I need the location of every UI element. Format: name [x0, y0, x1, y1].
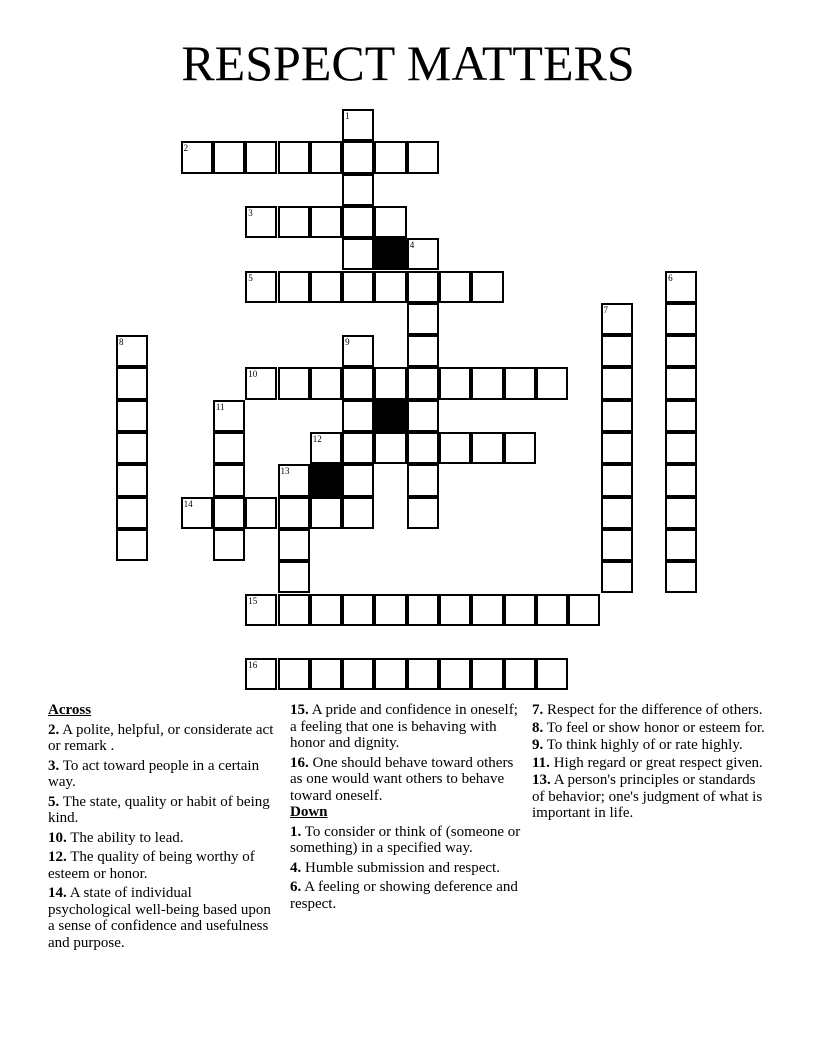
- grid-cell[interactable]: [407, 238, 439, 270]
- clue-across-10: 10. The ability to lead.: [48, 829, 184, 846]
- grid-cell[interactable]: [116, 367, 148, 399]
- grid-cell[interactable]: [407, 594, 439, 626]
- grid-cell[interactable]: [374, 594, 406, 626]
- clue-down-11: 11. High regard or great respect given.: [532, 754, 763, 771]
- grid-cell[interactable]: [310, 658, 342, 690]
- cell-number: 12: [312, 434, 322, 444]
- clue-down-7: 7. Respect for the difference of others.: [532, 702, 763, 718]
- grid-cell[interactable]: [601, 367, 633, 399]
- clue-across-3: 3. To act toward people in a certain way.: [48, 757, 260, 790]
- grid-cell[interactable]: [342, 464, 374, 496]
- grid-cell[interactable]: [665, 561, 697, 593]
- grid-cell[interactable]: [665, 464, 697, 496]
- grid-cell[interactable]: [310, 271, 342, 303]
- grid-cell[interactable]: [601, 335, 633, 367]
- cell-number: 4: [409, 240, 415, 251]
- grid-cell[interactable]: [278, 561, 310, 593]
- grid-cell[interactable]: [407, 303, 439, 335]
- grid-cell[interactable]: [407, 271, 439, 303]
- clue-down-13: 13. A person's principles or standards of behavior; one's judgment of what is important in life.: [532, 772, 763, 821]
- clue-down-1: 1. To consider or think of (someone or something) in a specified way.: [290, 823, 521, 856]
- grid-cell[interactable]: [181, 141, 213, 173]
- grid-cell[interactable]: [342, 206, 374, 238]
- grid-cell[interactable]: [342, 271, 374, 303]
- grid-cell[interactable]: [407, 432, 439, 464]
- grid-cell[interactable]: [407, 367, 439, 399]
- grid-cell[interactable]: [310, 141, 342, 173]
- cell-number: 16: [248, 660, 258, 671]
- cell-number: 15: [248, 595, 258, 606]
- grid-cell[interactable]: [278, 497, 310, 529]
- grid-cell[interactable]: [310, 206, 342, 238]
- grid-cell[interactable]: [439, 367, 471, 399]
- cell-number: 11: [215, 401, 225, 412]
- grid-cell[interactable]: [439, 594, 471, 626]
- grid-cell[interactable]: [504, 367, 536, 399]
- grid-cell[interactable]: [471, 432, 503, 464]
- cell-number: 13: [280, 466, 290, 477]
- grid-cell[interactable]: [504, 594, 536, 626]
- grid-cell[interactable]: [601, 303, 633, 335]
- grid-cell[interactable]: [665, 400, 697, 432]
- grid-cell[interactable]: [310, 594, 342, 626]
- grid-cell[interactable]: [245, 658, 277, 690]
- clue-across-15: 15. A pride and confidence in oneself; a feeling that one is behaving with honor and dignity.: [290, 702, 518, 751]
- grid-cell[interactable]: [245, 594, 277, 626]
- grid-cell[interactable]: [601, 497, 633, 529]
- grid-cell[interactable]: [439, 432, 471, 464]
- cell-number: 9: [345, 337, 350, 348]
- grid-cell[interactable]: [407, 400, 439, 432]
- grid-cell[interactable]: [278, 271, 310, 303]
- cell-number: 6: [668, 272, 673, 283]
- grid-cell[interactable]: [471, 658, 503, 690]
- grid-cell[interactable]: [471, 271, 503, 303]
- grid-cell[interactable]: [278, 367, 310, 399]
- black-cell: [374, 238, 406, 270]
- grid-cell[interactable]: [342, 141, 374, 173]
- grid-cell[interactable]: [278, 658, 310, 690]
- clues-column-1: [48, 702, 278, 954]
- cell-number: 3: [248, 207, 253, 218]
- cell-number: 2: [183, 143, 189, 154]
- grid-cell[interactable]: [342, 432, 374, 464]
- grid-cell[interactable]: [665, 335, 697, 367]
- page-title: RESPECT MATTERS: [181, 35, 635, 91]
- grid-cell[interactable]: [342, 109, 374, 141]
- grid-cell[interactable]: [245, 367, 277, 399]
- across-heading: Across: [48, 702, 92, 718]
- grid-cell[interactable]: [278, 141, 310, 173]
- grid-cell[interactable]: [665, 529, 697, 561]
- grid-cell[interactable]: [278, 594, 310, 626]
- grid-cell[interactable]: [213, 464, 245, 496]
- grid-cell[interactable]: [213, 497, 245, 529]
- grid-cell[interactable]: [374, 432, 406, 464]
- grid-cell[interactable]: [116, 464, 148, 496]
- cell-number: 5: [248, 272, 253, 283]
- grid-cell[interactable]: [536, 594, 568, 626]
- grid-cell[interactable]: [342, 594, 374, 626]
- grid-cell[interactable]: [407, 497, 439, 529]
- grid-cell[interactable]: [342, 497, 374, 529]
- grid-cell[interactable]: [342, 174, 374, 206]
- grid-cell[interactable]: [342, 400, 374, 432]
- grid-cell[interactable]: [407, 658, 439, 690]
- grid-cell[interactable]: [245, 271, 277, 303]
- grid-cell[interactable]: [213, 400, 245, 432]
- grid-cell[interactable]: [310, 432, 342, 464]
- grid-cell[interactable]: [374, 367, 406, 399]
- grid-cell[interactable]: [116, 529, 148, 561]
- grid-cell[interactable]: [374, 271, 406, 303]
- grid-cell[interactable]: [278, 206, 310, 238]
- grid-cell[interactable]: [374, 206, 406, 238]
- grid-cell[interactable]: [665, 497, 697, 529]
- grid-cell[interactable]: [278, 529, 310, 561]
- grid-cell[interactable]: [342, 658, 374, 690]
- grid-cell[interactable]: [536, 658, 568, 690]
- cell-number: 7: [603, 304, 608, 315]
- grid-cell[interactable]: [601, 529, 633, 561]
- grid-cell[interactable]: [536, 367, 568, 399]
- clues-column-2: [290, 702, 525, 915]
- grid-cell[interactable]: [374, 658, 406, 690]
- clue-down-8: 8. To feel or show honor or esteem for.: [532, 719, 765, 736]
- grid-cell[interactable]: [342, 335, 374, 367]
- grid-cell[interactable]: [471, 594, 503, 626]
- grid-cell[interactable]: [601, 561, 633, 593]
- grid-cell[interactable]: [213, 432, 245, 464]
- clue-across-2: 2. A polite, helpful, or considerate act or remark .: [48, 721, 274, 754]
- grid-cell[interactable]: [601, 400, 633, 432]
- grid-cell[interactable]: [665, 367, 697, 399]
- grid-cell[interactable]: [374, 141, 406, 173]
- grid-cell[interactable]: [407, 141, 439, 173]
- grid-cell[interactable]: [278, 464, 310, 496]
- clues-column-3: [532, 702, 767, 823]
- grid-cell[interactable]: [407, 335, 439, 367]
- grid-cell[interactable]: [439, 271, 471, 303]
- clue-down-6: 6. A feeling or showing deference and respect.: [290, 879, 518, 912]
- grid-cell[interactable]: [245, 497, 277, 529]
- down-heading: Down: [290, 804, 328, 820]
- clue-down-9: 9. To think highly of or rate highly.: [532, 737, 743, 753]
- black-cell: [374, 400, 406, 432]
- clue-across-12: 12. The quality of being worthy of esteem or honor.: [48, 849, 255, 882]
- cell-number: 14: [183, 498, 193, 509]
- clue-down-4: 4. Humble submission and respect.: [290, 859, 500, 876]
- black-cell: [310, 464, 342, 496]
- grid-cell[interactable]: [504, 432, 536, 464]
- grid-cell[interactable]: [342, 238, 374, 270]
- grid-cell[interactable]: [116, 432, 148, 464]
- cell-number: 10: [248, 369, 258, 380]
- grid-cell[interactable]: [665, 271, 697, 303]
- grid-cell[interactable]: [245, 141, 277, 173]
- grid-cell[interactable]: [181, 497, 213, 529]
- clue-across-14: 14. A state of individual psychological well-being based upon a sense of confidence and usefulness and purpose.: [48, 885, 271, 951]
- grid-cell[interactable]: [504, 658, 536, 690]
- grid-cell[interactable]: [407, 464, 439, 496]
- grid-cell[interactable]: [665, 303, 697, 335]
- cell-number: 8: [119, 337, 124, 348]
- grid-cell[interactable]: [310, 497, 342, 529]
- grid-cell[interactable]: [601, 464, 633, 496]
- clue-across-16: 16. One should behave toward others as one would want others to behave toward oneself.: [290, 754, 514, 804]
- grid-cell[interactable]: [116, 497, 148, 529]
- grid-cell[interactable]: [471, 367, 503, 399]
- grid-cell[interactable]: [342, 367, 374, 399]
- grid-cell[interactable]: [116, 400, 148, 432]
- grid-cell[interactable]: [665, 432, 697, 464]
- clue-across-5: 5. The state, quality or habit of being kind.: [48, 793, 270, 826]
- grid-cell[interactable]: [245, 206, 277, 238]
- cell-number: 1: [345, 111, 350, 121]
- grid-cell[interactable]: [310, 367, 342, 399]
- grid-cell[interactable]: [213, 529, 245, 561]
- grid-cell[interactable]: [213, 141, 245, 173]
- grid-cell[interactable]: [601, 432, 633, 464]
- grid-cell[interactable]: [439, 658, 471, 690]
- grid-cell[interactable]: [116, 335, 148, 367]
- grid-cell[interactable]: [568, 594, 600, 626]
